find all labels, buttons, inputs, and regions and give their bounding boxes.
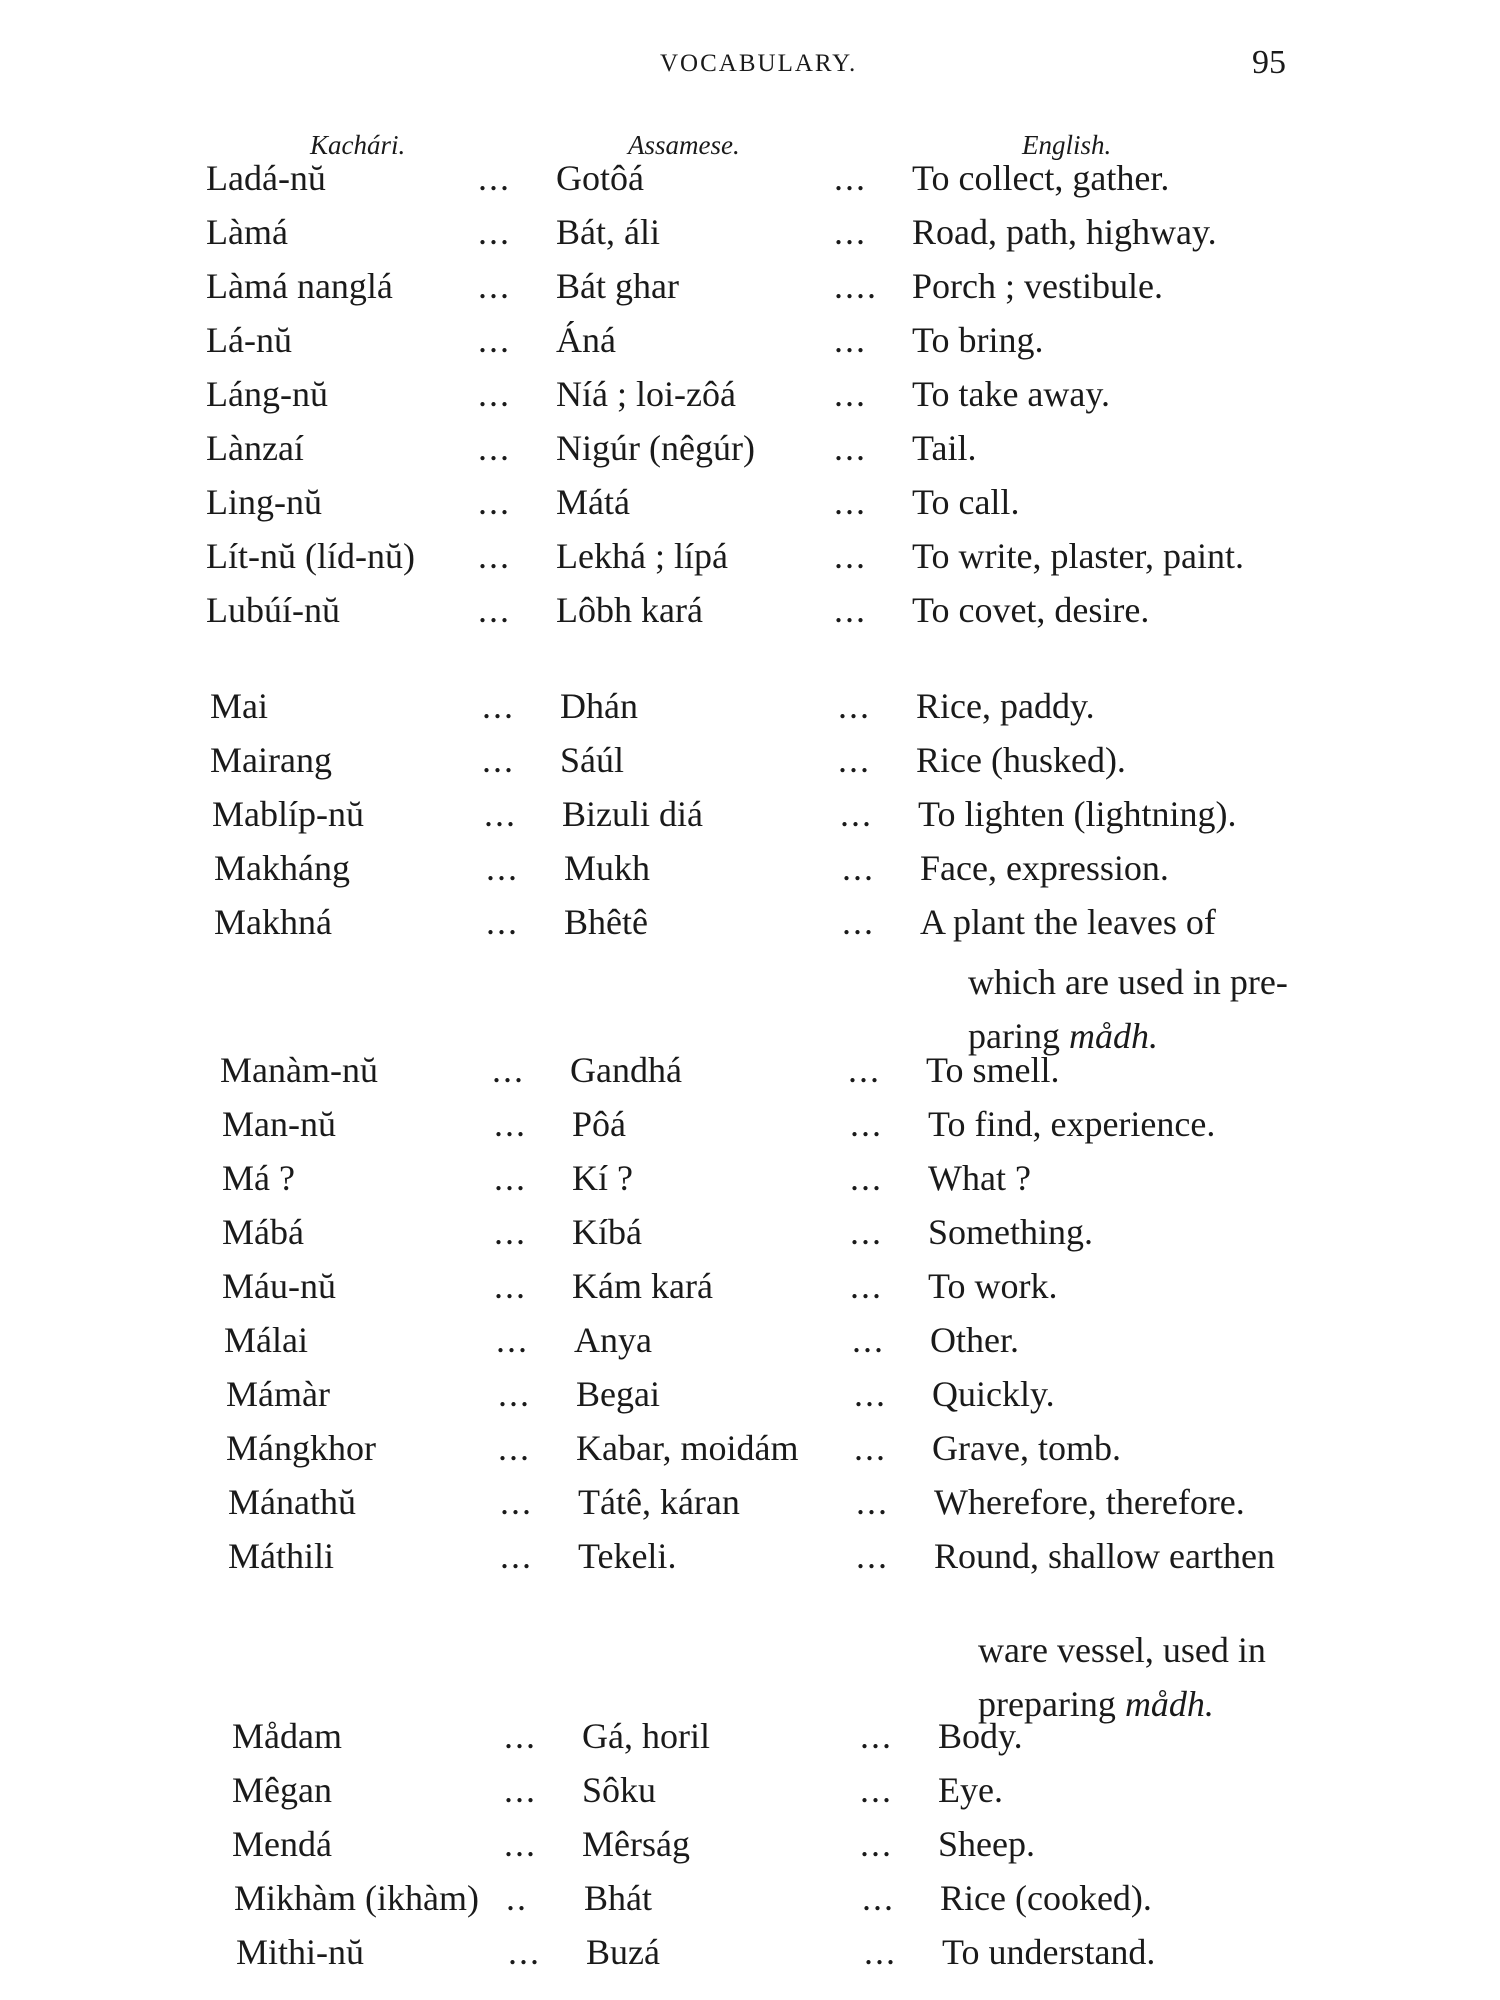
english-meaning: Quickly. bbox=[932, 1374, 1055, 1414]
leader-dots: ... bbox=[478, 374, 511, 414]
kachari-word: Man-nŭ bbox=[222, 1104, 336, 1144]
assamese-word: Bhát bbox=[584, 1878, 652, 1918]
table-row bbox=[206, 422, 1500, 474]
english-meaning: Wherefore, therefore. bbox=[934, 1482, 1245, 1522]
table-row bbox=[226, 1368, 1500, 1420]
table-row bbox=[236, 1926, 1500, 1978]
leader-dots: ... bbox=[500, 1482, 533, 1522]
assamese-word: Áná bbox=[556, 320, 616, 360]
table-row bbox=[232, 1710, 1500, 1762]
italic-term: mådh. bbox=[1068, 1016, 1158, 1056]
assamese-word: Pôá bbox=[572, 1104, 626, 1144]
table-row bbox=[222, 1260, 1500, 1312]
assamese-word: Sôku bbox=[582, 1770, 657, 1810]
english-meaning: Porch ; vestibule. bbox=[912, 266, 1163, 306]
assamese-word: Anya bbox=[574, 1320, 652, 1360]
table-row bbox=[212, 788, 1500, 840]
assamese-word: Lekhá ; lípá bbox=[556, 536, 728, 576]
leader-dots: ... bbox=[486, 902, 519, 942]
english-meaning: Face, expression. bbox=[920, 848, 1169, 888]
assamese-word: Kí ? bbox=[572, 1158, 633, 1198]
kachari-word: Mådam bbox=[232, 1716, 342, 1756]
leader-dots: .. bbox=[506, 1878, 528, 1918]
kachari-word: Làmá bbox=[206, 212, 288, 252]
column-header-kachari: Kachári. bbox=[310, 130, 406, 160]
assamese-word: Kám kará bbox=[572, 1266, 713, 1306]
table-row bbox=[228, 1476, 1500, 1528]
english-meaning: To lighten (lightning). bbox=[918, 794, 1237, 834]
english-meaning: To understand. bbox=[942, 1932, 1156, 1972]
english-meaning: Rice (husked). bbox=[916, 740, 1126, 780]
leader-dots: ... bbox=[494, 1266, 527, 1306]
leader-dots: ... bbox=[834, 428, 867, 468]
assamese-word: Tátê, káran bbox=[578, 1482, 740, 1522]
kachari-word: Ling-nŭ bbox=[206, 482, 322, 522]
table-row bbox=[222, 1098, 1500, 1150]
english-meaning: Road, path, highway. bbox=[912, 212, 1217, 252]
leader-dots: ... bbox=[478, 158, 511, 198]
leader-dots: ... bbox=[850, 1266, 883, 1306]
leader-dots: ... bbox=[840, 794, 873, 834]
leader-dots: ... bbox=[842, 848, 875, 888]
assamese-word: Mátá bbox=[556, 482, 630, 522]
leader-dots: ... bbox=[856, 1482, 889, 1522]
leader-dots: ... bbox=[834, 374, 867, 414]
assamese-word: Bát, áli bbox=[556, 212, 660, 252]
kachari-word: Makhná bbox=[214, 902, 332, 942]
leader-dots: ... bbox=[508, 1932, 541, 1972]
table-row bbox=[226, 1422, 1500, 1474]
kachari-word: Máthili bbox=[228, 1536, 334, 1576]
leader-dots: ... bbox=[486, 848, 519, 888]
kachari-word: Mángkhor bbox=[226, 1428, 376, 1468]
leader-dots: ... bbox=[834, 536, 867, 576]
leader-dots: ... bbox=[504, 1824, 537, 1864]
english-meaning: Eye. bbox=[938, 1770, 1003, 1810]
table-row bbox=[228, 1530, 1500, 1582]
kachari-word: Máu-nŭ bbox=[222, 1266, 336, 1306]
kachari-word: Mendá bbox=[232, 1824, 332, 1864]
leader-dots: ... bbox=[494, 1212, 527, 1252]
assamese-word: Mukh bbox=[564, 848, 651, 888]
kachari-word: Lá-nŭ bbox=[206, 320, 292, 360]
kachari-word: Mámàr bbox=[226, 1374, 330, 1414]
entry-continuation: paring mådh. bbox=[968, 1016, 1158, 1056]
leader-dots: ... bbox=[478, 212, 511, 252]
english-meaning: To bring. bbox=[912, 320, 1044, 360]
assamese-word: Níá ; loi-zôá bbox=[556, 374, 736, 414]
kachari-word: Mablíp-nŭ bbox=[212, 794, 364, 834]
table-row bbox=[206, 476, 1500, 528]
leader-dots: ... bbox=[834, 590, 867, 630]
column-header-english: English. bbox=[1022, 130, 1112, 160]
table-row bbox=[206, 314, 1500, 366]
page-number: 95 bbox=[1252, 44, 1286, 81]
entry-continuation: which are used in pre- bbox=[968, 962, 1288, 1002]
leader-dots: ... bbox=[478, 266, 511, 306]
leader-dots: ... bbox=[860, 1770, 893, 1810]
leader-dots: ... bbox=[498, 1374, 531, 1414]
assamese-word: Bát ghar bbox=[556, 266, 679, 306]
kachari-word: Málai bbox=[224, 1320, 308, 1360]
leader-dots: ... bbox=[854, 1428, 887, 1468]
kachari-word: Mai bbox=[210, 686, 268, 726]
leader-dots: ... bbox=[478, 482, 511, 522]
leader-dots: ... bbox=[478, 428, 511, 468]
table-row bbox=[206, 206, 1500, 258]
english-meaning: Rice, paddy. bbox=[916, 686, 1095, 726]
kachari-word: Makháng bbox=[214, 848, 350, 888]
english-meaning: Other. bbox=[930, 1320, 1019, 1360]
leader-dots: ... bbox=[482, 740, 515, 780]
table-row bbox=[224, 1314, 1500, 1366]
english-meaning: Tail. bbox=[912, 428, 977, 468]
kachari-word: Mairang bbox=[210, 740, 332, 780]
leader-dots: ... bbox=[500, 1536, 533, 1576]
table-row bbox=[222, 1206, 1500, 1258]
english-meaning: Rice (cooked). bbox=[940, 1878, 1152, 1918]
table-row bbox=[206, 152, 1500, 204]
leader-dots: ... bbox=[850, 1158, 883, 1198]
english-meaning: Body. bbox=[938, 1716, 1023, 1756]
english-meaning: Round, shallow earthen bbox=[934, 1536, 1275, 1576]
assamese-word: Begai bbox=[576, 1374, 660, 1414]
leader-dots: ... bbox=[478, 536, 511, 576]
leader-dots: ... bbox=[864, 1932, 897, 1972]
kachari-word: Mábá bbox=[222, 1212, 304, 1252]
english-meaning: To write, plaster, paint. bbox=[912, 536, 1244, 576]
table-row bbox=[206, 584, 1500, 636]
assamese-word: Lôbh kará bbox=[556, 590, 703, 630]
leader-dots: ... bbox=[496, 1320, 529, 1360]
english-meaning: A plant the leaves of bbox=[920, 902, 1216, 942]
assamese-word: Sáúl bbox=[560, 740, 625, 780]
table-row bbox=[214, 842, 1500, 894]
leader-dots: ... bbox=[504, 1770, 537, 1810]
english-meaning: What ? bbox=[928, 1158, 1031, 1198]
table-row bbox=[206, 530, 1500, 582]
table-row bbox=[210, 734, 1500, 786]
table-row bbox=[234, 1872, 1500, 1924]
leader-dots: ... bbox=[860, 1824, 893, 1864]
entry-continuation: preparing mådh. bbox=[978, 1684, 1214, 1724]
kachari-word: Mithi-nŭ bbox=[236, 1932, 365, 1972]
table-row bbox=[232, 1764, 1500, 1816]
assamese-word: Bizuli diá bbox=[562, 794, 703, 834]
leader-dots: ... bbox=[834, 482, 867, 522]
assamese-word: Kabar, moidám bbox=[576, 1428, 799, 1468]
leader-dots: ... bbox=[834, 212, 867, 252]
leader-dots: ... bbox=[838, 686, 871, 726]
leader-dots: ... bbox=[504, 1716, 537, 1756]
assamese-word: Bhêtê bbox=[564, 902, 648, 942]
leader-dots: ... bbox=[492, 1050, 525, 1090]
kachari-word: Mánathŭ bbox=[228, 1482, 356, 1522]
english-meaning: To work. bbox=[928, 1266, 1058, 1306]
kachari-word: Ladá-nŭ bbox=[206, 158, 326, 198]
italic-term: mådh. bbox=[1124, 1684, 1214, 1724]
kachari-word: Má ? bbox=[222, 1158, 295, 1198]
assamese-word: Gandhá bbox=[570, 1050, 682, 1090]
english-meaning: To smell. bbox=[926, 1050, 1060, 1090]
leader-dots: ... bbox=[482, 686, 515, 726]
table-row bbox=[220, 1044, 1500, 1096]
leader-dots: ... bbox=[834, 320, 867, 360]
assamese-word: Buzá bbox=[586, 1932, 660, 1972]
english-meaning: Something. bbox=[928, 1212, 1094, 1252]
english-meaning: Grave, tomb. bbox=[932, 1428, 1121, 1468]
leader-dots: .... bbox=[834, 266, 878, 306]
kachari-word: Lànzaí bbox=[206, 428, 304, 468]
assamese-word: Nigúr (nêgúr) bbox=[556, 428, 755, 468]
leader-dots: ... bbox=[854, 1374, 887, 1414]
leader-dots: ... bbox=[860, 1716, 893, 1756]
table-row bbox=[206, 368, 1500, 420]
kachari-word: Lubúí-nŭ bbox=[206, 590, 340, 630]
assamese-word: Gá, horil bbox=[582, 1716, 710, 1756]
leader-dots: ... bbox=[478, 590, 511, 630]
assamese-word: Gotôá bbox=[556, 158, 644, 198]
table-row bbox=[232, 1818, 1500, 1870]
leader-dots: ... bbox=[834, 158, 867, 198]
leader-dots: ... bbox=[850, 1104, 883, 1144]
leader-dots: ... bbox=[852, 1320, 885, 1360]
entry-continuation: ware vessel, used in bbox=[978, 1630, 1266, 1670]
assamese-word: Kíbá bbox=[572, 1212, 642, 1252]
english-meaning: To take away. bbox=[912, 374, 1111, 414]
kachari-word: Mikhàm (ikhàm) bbox=[234, 1878, 479, 1918]
leader-dots: ... bbox=[494, 1104, 527, 1144]
leader-dots: ... bbox=[494, 1158, 527, 1198]
english-meaning: To collect, gather. bbox=[912, 158, 1170, 198]
leader-dots: ... bbox=[848, 1050, 881, 1090]
leader-dots: ... bbox=[850, 1212, 883, 1252]
leader-dots: ... bbox=[862, 1878, 895, 1918]
leader-dots: ... bbox=[484, 794, 517, 834]
table-row bbox=[222, 1152, 1500, 1204]
assamese-word: Mêrság bbox=[582, 1824, 690, 1864]
leader-dots: ... bbox=[856, 1536, 889, 1576]
english-meaning: Sheep. bbox=[938, 1824, 1035, 1864]
kachari-word: Làmá nanglá bbox=[206, 266, 393, 306]
leader-dots: ... bbox=[842, 902, 875, 942]
kachari-word: Manàm-nŭ bbox=[220, 1050, 378, 1090]
english-meaning: To find, experience. bbox=[928, 1104, 1216, 1144]
running-title: VOCABULARY. bbox=[660, 50, 858, 77]
english-meaning: To covet, desire. bbox=[912, 590, 1150, 630]
leader-dots: ... bbox=[478, 320, 511, 360]
kachari-word: Láng-nŭ bbox=[206, 374, 328, 414]
table-row bbox=[214, 896, 1500, 948]
assamese-word: Tekeli. bbox=[578, 1536, 677, 1576]
kachari-word: Mêgan bbox=[232, 1770, 332, 1810]
assamese-word: Dhán bbox=[560, 686, 638, 726]
column-header-assamese: Assamese. bbox=[628, 130, 740, 160]
table-row bbox=[206, 260, 1500, 312]
leader-dots: ... bbox=[498, 1428, 531, 1468]
english-meaning: To call. bbox=[912, 482, 1020, 522]
kachari-word: Lít-nŭ (líd-nŭ) bbox=[206, 536, 415, 576]
leader-dots: ... bbox=[838, 740, 871, 780]
table-row bbox=[210, 680, 1500, 732]
